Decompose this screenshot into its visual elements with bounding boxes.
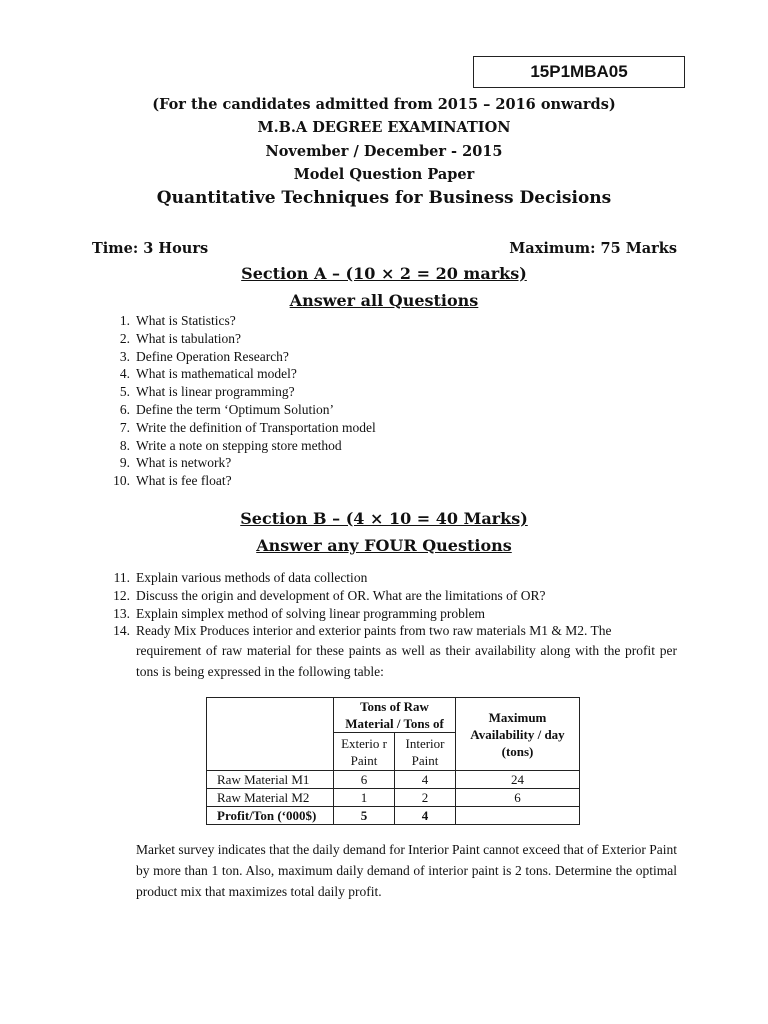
question-item <box>92 365 376 383</box>
question-text: Explain various methods of data collection <box>136 570 368 585</box>
question-item <box>92 419 376 437</box>
section-b-question-list <box>92 569 612 640</box>
question-text: What is mathematical model? <box>136 366 297 382</box>
exterior-value: 6 <box>334 771 395 789</box>
row-label: Profit/Ton (‘000$) <box>207 807 334 825</box>
question-number: 2. <box>119 330 130 346</box>
question-number: 14. <box>113 623 130 639</box>
interior-value: 4 <box>395 771 456 789</box>
question-item <box>92 348 376 366</box>
table-group-header: Tons of Raw Material / Tons of <box>334 698 456 733</box>
question-item <box>92 330 376 348</box>
table-row <box>207 807 580 825</box>
market-survey-paragraph <box>136 839 677 902</box>
question-item <box>92 622 612 640</box>
question-text: What is network? <box>136 455 232 471</box>
exam-duration: Time: 3 Hours <box>92 240 209 257</box>
question-text: What is tabulation? <box>136 330 241 346</box>
table-max-header: Maximum Availability / day (tons) <box>456 698 580 771</box>
question-number: 12. <box>113 587 130 603</box>
degree-title: M.B.A DEGREE EXAMINATION <box>257 119 511 136</box>
max-value: 24 <box>456 771 580 789</box>
section-a-instruction: Answer all Questions <box>289 291 479 310</box>
exterior-value: 5 <box>334 807 395 825</box>
question-item <box>92 472 376 490</box>
question-text: Discuss the origin and development of OR. What are the limitations of OR? <box>136 587 546 603</box>
section-a-question-list <box>92 312 376 490</box>
interior-value: 4 <box>395 807 456 825</box>
question-text: Explain simplex method of solving linear programming problem <box>136 605 486 621</box>
question-number: 8. <box>119 437 130 453</box>
raw-material-table <box>206 697 580 825</box>
question-number: 5. <box>119 384 130 400</box>
question-number: 1. <box>119 313 130 328</box>
question-number: 9. <box>119 455 130 471</box>
table-corner-cell <box>207 698 334 771</box>
row-label: Raw Material M1 <box>207 771 334 789</box>
question-text: What is Statistics? <box>136 313 236 328</box>
question-14-continued <box>136 640 677 682</box>
exam-session: November / December - 2015 <box>265 143 503 160</box>
subject-title: Quantitative Techniques for Business Decisions <box>156 188 612 208</box>
exterior-value: 1 <box>334 789 395 807</box>
section-b-title: Section B – (4 × 10 = 40 Marks) <box>240 509 528 528</box>
question-item <box>92 437 376 455</box>
question-text: Write the definition of Transportation model <box>136 419 376 435</box>
maximum-marks: Maximum: 75 Marks <box>509 240 677 257</box>
question-text: Ready Mix Produces interior and exterior paints from two raw materials M1 & M2. The <box>136 623 612 639</box>
question-item <box>92 587 612 605</box>
question-item <box>92 401 376 419</box>
row-label: Raw Material M2 <box>207 789 334 807</box>
question-text: Define the term ‘Optimum Solution’ <box>136 401 334 417</box>
question-item <box>92 312 376 330</box>
paper-code: 15P1MBA05 <box>473 56 685 88</box>
question-number: 4. <box>119 366 130 382</box>
question-item <box>92 569 612 587</box>
question-text: Write a note on stepping store method <box>136 437 342 453</box>
table-row <box>207 789 580 807</box>
table-exterior-header: Exterio r Paint <box>334 733 395 771</box>
question-number: 10. <box>113 473 130 489</box>
question-number: 3. <box>119 348 130 364</box>
table-interior-header: Interior Paint <box>395 733 456 771</box>
question-number: 13. <box>113 605 130 621</box>
max-value <box>456 807 580 825</box>
interior-value: 2 <box>395 789 456 807</box>
question-item <box>92 454 376 472</box>
question-item <box>92 605 612 623</box>
section-b-instruction: Answer any FOUR Questions <box>256 536 512 555</box>
paper-type: Model Question Paper <box>293 166 475 183</box>
question-item <box>92 383 376 401</box>
max-value: 6 <box>456 789 580 807</box>
question-text: Define Operation Research? <box>136 348 289 364</box>
question-number: 11. <box>113 570 130 585</box>
market-survey-text: Market survey indicates that the daily demand for Interior Paint cannot exceed that of Exterior Paint by more than 1 ton. Also, maximum daily demand of interior paint is 2 tons. Determine the optimal product mix that maximizes total daily profit. <box>136 842 677 899</box>
section-a-title: Section A – (10 × 2 = 20 marks) <box>241 264 527 283</box>
table-row <box>207 771 580 789</box>
question-number: 7. <box>119 419 130 435</box>
question-14-text: requirement of raw material for these paints as well as their availability along with the profit per tons is being expressed in the following table: <box>136 643 677 679</box>
question-text: What is linear programming? <box>136 384 295 400</box>
question-number: 6. <box>119 401 130 417</box>
question-text: What is fee float? <box>136 473 232 489</box>
candidates-note: (For the candidates admitted from 2015 – 2016 onwards) <box>152 96 616 113</box>
